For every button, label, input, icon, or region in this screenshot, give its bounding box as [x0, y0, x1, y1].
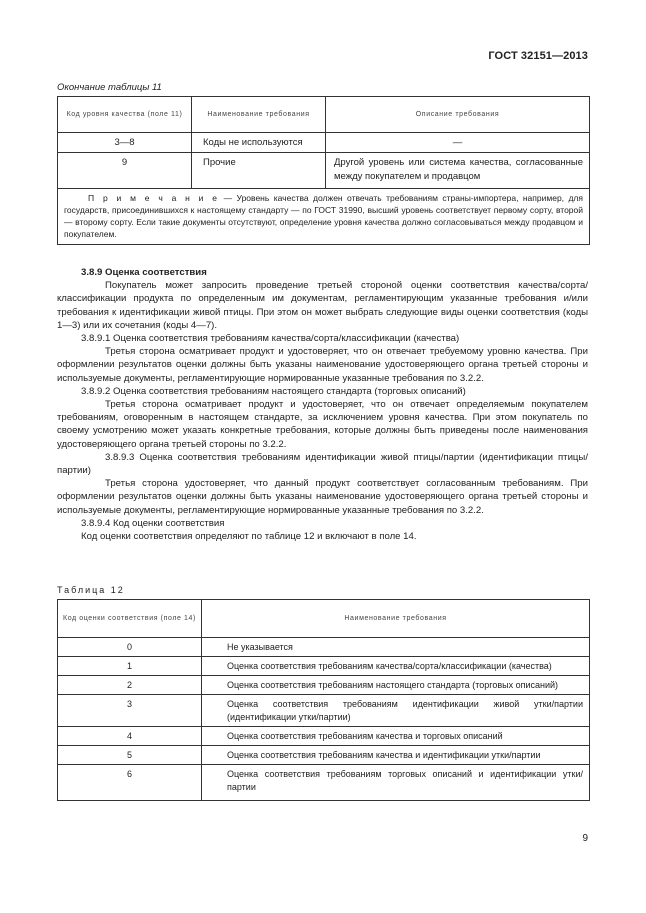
- table12-header-name: Наименование требования: [202, 600, 590, 638]
- table11-cell-code: 3—8: [58, 133, 192, 153]
- table11-header-row: [58, 97, 590, 133]
- table11-caption: Окончание таблицы 11: [57, 82, 162, 93]
- paragraph: Третья сторона удостоверяет, что данный продукт соответствует согласованным требованиям. При оформлении результатов оценки должны быть указаны наименование удостоверяющего органа третьей стороны и используемые документы, регламентирующие нормированные указанные требования по 3.2.2.: [57, 478, 588, 516]
- table12-cell-code: 0: [58, 638, 202, 657]
- table11-cell-name: Коды не используются: [192, 133, 326, 153]
- page-number: 9: [582, 833, 588, 844]
- table11-header-desc: Описание требования: [326, 97, 590, 133]
- table12-cell-name: Оценка соответствия требованиям настоящего стандарта (торговых описаний): [202, 676, 590, 695]
- table-12: [57, 599, 590, 801]
- table-row: [58, 727, 590, 746]
- table11-note: [58, 189, 590, 245]
- paragraph: Третья сторона осматривает продукт и удостоверяет, что он отвечает требуемому уровню качества. При оформлении результатов оценки должны быть указаны наименование удостоверяющего органа третьей стороны и используемые документы, регламентирующие нормированные указанные требования по 3.2.2.: [57, 346, 588, 384]
- subsection-heading: 3.8.9.1 Оценка соответствия требованиям качества/сорта/классификации (качества): [81, 333, 460, 345]
- table11-header-code: Код уровня качества (поле 11): [58, 97, 192, 133]
- subsection-heading: 3.8.9.4 Код оценки соответствия: [81, 517, 225, 529]
- table12-cell-name: Оценка соответствия требованиям торговых описаний и идентификации утки/партии: [202, 765, 590, 801]
- table-row: [58, 676, 590, 695]
- table12-cell-name: Оценка соответствия требованиям качества/сорта/классификации (качества): [202, 657, 590, 676]
- table12-cell-name: Оценка соответствия требованиям качества и идентификации утки/партии: [202, 746, 590, 765]
- table12-cell-code: 5: [58, 746, 202, 765]
- table11-cell-name: Прочие: [192, 153, 326, 189]
- paragraph: Третья сторона осматривает продукт и удостоверяет, что он отвечает определяемым покупателем требованиям, оговоренным в настоящем стандарте, за исключением уровня качества. При этом покупатель по своему усмотрению может указать конкретные требования, которые должны быть приведены после наименования удостоверяющего органа третьей стороны по 3.2.2.: [57, 399, 588, 450]
- table-row: [58, 746, 590, 765]
- table12-cell-code: 4: [58, 727, 202, 746]
- table12-cell-code: 6: [58, 765, 202, 801]
- table12-cell-code: 3: [58, 695, 202, 727]
- paragraph: Покупатель может запросить проведение третьей стороной оценки соответствия качества/сорта/классификации продукта по определенным им документам, регламентирующим указанные требования и/или требования к идентификации живой птицы. При этом он может выбрать следующие виды оценки соответствия (коды 1—3) или их сочетания (коды 4—7).: [57, 280, 588, 331]
- table-11: [57, 96, 590, 245]
- table11-note-row: [58, 189, 590, 245]
- note-text: — Уровень качества должен отвечать требованиям страны-импортера, например, для государств, присоединившихся к настоящему стандарту — по ГОСТ 31990, высший уровень соответствует первому сорту, второй — второму сорту. Если такие документы отсутствуют, определение уровня качества должно согласовываться между продавцом и покупателем.: [64, 193, 583, 239]
- table12-caption: Таблица 12: [57, 585, 125, 595]
- subsection-heading: 3.8.9.3 Оценка соответствия требованиям идентификации живой птицы/партии (идентификации птицы/партии): [57, 451, 588, 477]
- table-row: [58, 657, 590, 676]
- table12-cell-name: Оценка соответствия требованиям качества и торговых описаний: [202, 727, 590, 746]
- table12-cell-name: Не указывается: [202, 638, 590, 657]
- table-row: [58, 765, 590, 801]
- table12-header-row: [58, 600, 590, 638]
- table12-cell-code: 1: [58, 657, 202, 676]
- table11-cell-desc: —: [326, 133, 590, 153]
- note-label: П р и м е ч а н и е: [88, 193, 220, 203]
- table12-header-code: Код оценки соответствия (поле 14): [58, 600, 202, 638]
- table-row: [58, 153, 590, 189]
- table-row: [58, 133, 590, 153]
- section-3-8-9: [57, 266, 588, 543]
- table11-cell-code: 9: [58, 153, 192, 189]
- table11-header-name: Наименование требования: [192, 97, 326, 133]
- table12-cell-name: Оценка соответствия требованиям идентификации живой утки/партии (идентификации утки/партии): [202, 695, 590, 727]
- paragraph: Код оценки соответствия определяют по таблице 12 и включают в поле 14.: [81, 531, 417, 543]
- subsection-heading: 3.8.9.2 Оценка соответствия требованиям настоящего стандарта (торговых описаний): [81, 385, 466, 397]
- document-code: ГОСТ 32151—2013: [488, 50, 588, 62]
- table12-cell-code: 2: [58, 676, 202, 695]
- section-heading: 3.8.9 Оценка соответствия: [81, 267, 207, 278]
- table11-cell-desc: Другой уровень или система качества, согласованные между покупателем и продавцом: [326, 153, 590, 189]
- table-row: [58, 695, 590, 727]
- table-row: [58, 638, 590, 657]
